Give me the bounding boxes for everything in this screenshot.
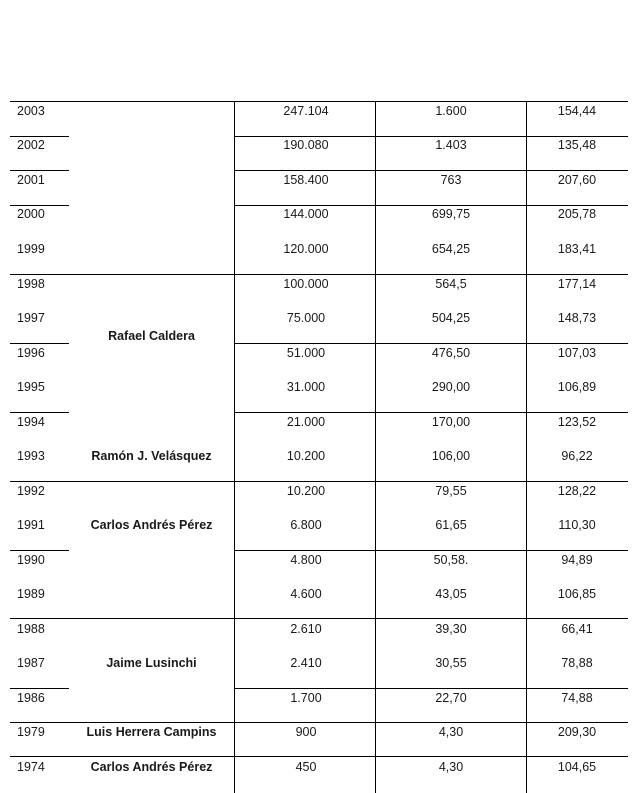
- row-divider: [10, 170, 69, 171]
- value-cell-3: 205,78: [557, 207, 597, 221]
- value-cell-2: 290,00: [431, 380, 471, 394]
- row-divider: [10, 756, 628, 757]
- row-divider: [10, 722, 628, 723]
- year-cell: 1989: [17, 587, 45, 601]
- value-cell-1: 10.200: [286, 449, 326, 463]
- year-cell: 1994: [17, 415, 45, 429]
- value-cell-2: 504,25: [431, 311, 471, 325]
- president-name: Luis Herrera Campins: [86, 725, 217, 739]
- president-name: Carlos Andrés Pérez: [90, 760, 213, 774]
- value-cell-1: 51.000: [286, 346, 326, 360]
- year-cell: 1979: [17, 725, 45, 739]
- president-name: Jaime Lusinchi: [106, 656, 197, 670]
- value-cell-3: 104,65: [557, 760, 597, 774]
- value-cell-3: 177,14: [557, 277, 597, 291]
- year-cell: 1986: [17, 691, 45, 705]
- value-cell-1: 900: [295, 725, 317, 739]
- value-cell-1: 6.800: [290, 518, 322, 532]
- column-divider: [234, 101, 235, 793]
- value-cell-3: 66,41: [561, 622, 593, 636]
- row-divider: [10, 481, 628, 482]
- row-divider: [10, 550, 69, 551]
- row-divider: [234, 170, 628, 171]
- value-cell-2: 79,55: [435, 484, 467, 498]
- value-cell-2: 43,05: [435, 587, 467, 601]
- year-cell: 1991: [17, 518, 45, 532]
- row-divider: [10, 688, 69, 689]
- year-cell: 1996: [17, 346, 45, 360]
- value-cell-1: 4.800: [290, 553, 322, 567]
- row-divider: [234, 412, 628, 413]
- value-cell-3: 128,22: [557, 484, 597, 498]
- value-cell-3: 107,03: [557, 346, 597, 360]
- value-cell-3: 154,44: [557, 104, 597, 118]
- value-cell-2: 30,55: [435, 656, 467, 670]
- value-cell-3: 148,73: [557, 311, 597, 325]
- value-cell-3: 123,52: [557, 415, 597, 429]
- year-cell: 1974: [17, 760, 45, 774]
- value-cell-2: 1.403: [435, 138, 467, 152]
- value-cell-1: 1.700: [290, 691, 322, 705]
- column-divider: [375, 101, 376, 793]
- value-cell-2: 22,70: [435, 691, 467, 705]
- value-cell-1: 10.200: [286, 484, 326, 498]
- value-cell-2: 61,65: [435, 518, 467, 532]
- value-cell-1: 75.000: [286, 311, 326, 325]
- value-cell-1: 2.610: [290, 622, 322, 636]
- president-name: Carlos Andrés Pérez: [90, 518, 213, 532]
- row-divider: [10, 618, 628, 619]
- value-cell-1: 21.000: [286, 415, 326, 429]
- year-cell: 1993: [17, 449, 45, 463]
- year-cell: 1990: [17, 553, 45, 567]
- column-divider: [526, 101, 527, 793]
- value-cell-2: 50,58.: [433, 553, 469, 567]
- value-cell-3: 135,48: [557, 138, 597, 152]
- row-divider: [234, 550, 628, 551]
- value-cell-3: 183,41: [557, 242, 597, 256]
- value-cell-3: 106,85: [557, 587, 597, 601]
- value-cell-3: 209,30: [557, 725, 597, 739]
- year-cell: 1987: [17, 656, 45, 670]
- value-cell-1: 158.400: [283, 173, 329, 187]
- row-divider: [10, 136, 69, 137]
- row-divider: [234, 688, 628, 689]
- president-name: Rafael Caldera: [108, 329, 195, 343]
- value-cell-2: 39,30: [435, 622, 467, 636]
- value-cell-3: 94,89: [561, 553, 593, 567]
- value-cell-3: 207,60: [557, 173, 597, 187]
- year-cell: 1995: [17, 380, 45, 394]
- value-cell-2: 1.600: [435, 104, 467, 118]
- value-cell-1: 450: [295, 760, 317, 774]
- value-cell-3: 74,88: [561, 691, 593, 705]
- table-top-border: [10, 101, 628, 102]
- value-cell-2: 699,75: [431, 207, 471, 221]
- value-cell-1: 100.000: [283, 277, 329, 291]
- value-cell-1: 120.000: [283, 242, 329, 256]
- value-cell-2: 763: [440, 173, 462, 187]
- value-cell-3: 78,88: [561, 656, 593, 670]
- year-cell: 2002: [17, 138, 45, 152]
- year-cell: 2003: [17, 104, 45, 118]
- value-cell-2: 4,30: [438, 725, 464, 739]
- row-divider: [234, 205, 628, 206]
- row-divider: [10, 205, 69, 206]
- year-cell: 1999: [17, 242, 45, 256]
- value-cell-1: 247.104: [283, 104, 329, 118]
- value-cell-3: 106,89: [557, 380, 597, 394]
- row-divider: [10, 343, 69, 344]
- value-cell-2: 654,25: [431, 242, 471, 256]
- value-cell-2: 564,5: [435, 277, 467, 291]
- value-cell-3: 96,22: [561, 449, 593, 463]
- value-cell-2: 106,00: [431, 449, 471, 463]
- value-cell-1: 31.000: [286, 380, 326, 394]
- president-name: Ramón J. Velásquez: [91, 449, 212, 463]
- year-cell: 1988: [17, 622, 45, 636]
- year-cell: 1997: [17, 311, 45, 325]
- value-cell-2: 476,50: [431, 346, 471, 360]
- value-cell-2: 170,00: [431, 415, 471, 429]
- year-cell: 2001: [17, 173, 45, 187]
- value-cell-1: 144.000: [283, 207, 329, 221]
- row-divider: [10, 274, 628, 275]
- row-divider: [234, 136, 628, 137]
- value-cell-2: 4,30: [438, 760, 464, 774]
- row-divider: [10, 412, 69, 413]
- value-cell-1: 4.600: [290, 587, 322, 601]
- year-cell: 1992: [17, 484, 45, 498]
- value-cell-3: 110,30: [558, 518, 596, 532]
- year-cell: 2000: [17, 207, 45, 221]
- value-cell-1: 190.080: [283, 138, 329, 152]
- row-divider: [234, 343, 628, 344]
- year-cell: 1998: [17, 277, 45, 291]
- value-cell-1: 2.410: [290, 656, 322, 670]
